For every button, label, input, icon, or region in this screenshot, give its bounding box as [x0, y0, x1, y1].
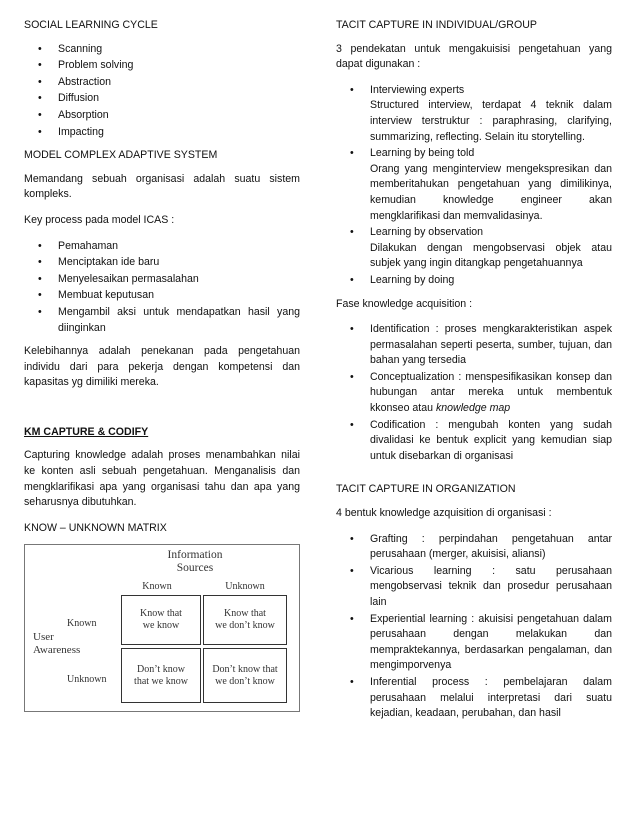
- left-column: [24, 18, 300, 712]
- matrix-cell-unknown-known: Don’t know that we know: [121, 648, 201, 703]
- list-item: • Conceptualization : menspesifikasikan konsep dan hubungan antar mereka untuk membentuk kkonseo atau knowledge map: [350, 370, 612, 415]
- tacit-individual-heading: TACIT CAPTURE IN INDIVIDUAL/GROUP: [336, 19, 537, 31]
- bullet-icon: •: [350, 564, 354, 577]
- icas-intro: Key process pada model ICAS :: [24, 213, 175, 226]
- list-item: • Problem solving: [24, 58, 300, 74]
- bullet-icon: •: [38, 289, 42, 302]
- social-learning-list: [24, 42, 300, 141]
- right-column: [336, 18, 612, 730]
- icas-paragraph: Kelebihannya adalah penekanan pada pengetahuan individu dari para pekerja dengan kompetensi dan kapasitas yg dimiliki mereka.: [24, 345, 300, 389]
- km-capture-heading: KM CAPTURE & CODIFY: [24, 425, 149, 438]
- bullet-icon: •: [350, 675, 354, 688]
- bullet-icon: •: [38, 42, 42, 55]
- tacit-organization-heading: TACIT CAPTURE IN ORGANIZATION: [336, 483, 516, 496]
- bullet-icon: •: [38, 108, 42, 121]
- know-unknown-matrix: [24, 544, 300, 712]
- list-item: • Diffusion: [24, 91, 300, 107]
- list-item: • Grafting : perpindahan pengetahuan antar perusahaan (merger, akuisisi, aliansi): [350, 532, 612, 561]
- bullet-icon: •: [350, 83, 354, 96]
- bullet-icon: •: [350, 612, 354, 625]
- social-learning-heading: SOCIAL LEARNING CYCLE: [24, 19, 158, 31]
- list-item: • Menyelesaikan permasalahan: [24, 272, 300, 288]
- list-item: • Absorption: [24, 108, 300, 124]
- bullet-icon: •: [38, 75, 42, 88]
- bullet-icon: •: [350, 147, 354, 160]
- tacit-individual-intro: 3 pendekatan untuk mengakuisisi pengetahuan yang dapat digunakan :: [336, 42, 612, 71]
- bullet-icon: •: [350, 418, 354, 431]
- list-item: • Codification : mengubah konten yang sudah divalidasi ke bentuk explicit yang kemudian siap untuk disebarkan di organisasi: [350, 418, 612, 462]
- tacit-organization-intro: 4 bentuk knowledge azquisition di organisasi :: [336, 507, 552, 520]
- list-item: • Interviewing experts Structured interview, terdapat 4 teknik dalam interview terstruktur : paraphrasing, clarifying, summarizing, reflecting. Selain itu storytelling.: [350, 83, 612, 143]
- list-item: • Membuat keputusan: [24, 288, 300, 304]
- bullet-icon: •: [38, 92, 42, 105]
- list-item: • Abstraction: [24, 75, 300, 91]
- icas-list: [24, 239, 300, 337]
- bullet-icon: •: [350, 323, 354, 336]
- list-item: • Experiential learning : akuisisi pengetahuan dalam perusahaan dengan melakukan dan mempraktekannya, berdasarkan pengalaman, dan mengimporvenya: [350, 612, 612, 672]
- bullet-icon: •: [38, 256, 42, 269]
- bullet-icon: •: [38, 239, 42, 252]
- cas-paragraph: Memandang sebuah organisasi adalah suatu sistem kompleks.: [24, 172, 300, 201]
- matrix-cell-known-known: Know that we know: [121, 595, 201, 645]
- list-item: • Learning by being told Orang yang menginterview mengekspresikan dan memberitahukan pengetahuan yang dimilikinya, kemudian knowledge engineer akan mengklarifikasi dan memvalidasinya.: [350, 147, 612, 222]
- list-item: • Learning by observation Dilakukan dengan mengobservasi objek atau subjek yang ingin ditangkap pengetahuannya: [350, 226, 612, 270]
- list-item: • Mengambil aksi untuk mendapatkan hasil yang diinginkan: [38, 305, 300, 334]
- matrix-row-known: Known: [67, 618, 97, 630]
- bullet-icon: •: [38, 59, 42, 72]
- bullet-icon: •: [350, 532, 354, 545]
- list-item: • Impacting: [24, 125, 300, 141]
- matrix-row-unknown: Unknown: [67, 674, 107, 686]
- fase-list: [336, 322, 612, 464]
- list-item: • Identification : proses mengkarakteristikan aspek permasalahan seperti peserta, sumber, tujuan, dan bahan yang tersedia: [350, 323, 612, 367]
- list-item: • Scanning: [24, 42, 300, 58]
- bullet-icon: •: [350, 370, 354, 383]
- matrix-col-unknown: Unknown: [225, 581, 265, 593]
- matrix-col-known: Known: [142, 581, 172, 593]
- list-item: • Inferential process : pembelajaran dalam perusahaan melalui interpretasi dari suatu kejadian, keadaan, perubahan, dan hasil: [350, 675, 612, 720]
- approaches-list: [336, 83, 612, 289]
- bullet-icon: •: [38, 125, 42, 138]
- fase-intro: Fase knowledge acquisition :: [336, 297, 473, 310]
- matrix-title: Information Sources: [167, 549, 223, 575]
- matrix-user-awareness: User Awareness: [33, 631, 81, 657]
- matrix-cell-known-unknown: Know that we don’t know: [203, 595, 287, 645]
- list-item: • Pemahaman: [24, 239, 300, 255]
- bullet-icon: •: [350, 226, 354, 239]
- list-item: • Vicarious learning : satu perusahaan mengobservasi teknik dan prosedur perusahaan lain: [350, 564, 612, 608]
- matrix-cell-unknown-unknown: Don’t know that we don’t know: [203, 648, 287, 703]
- cas-heading: MODEL COMPLEX ADAPTIVE SYSTEM: [24, 149, 218, 162]
- bullet-icon: •: [350, 273, 354, 286]
- list-item: • Menciptakan ide baru: [24, 255, 300, 271]
- list-item: • Learning by doing: [336, 273, 612, 289]
- bullet-icon: •: [38, 305, 42, 318]
- km-capture-paragraph: Capturing knowledge adalah proses menambahkan nilai ke konten asli sebuah pengetahuan. Menganalisis dan mengklarifikasi apa yang organisasi tahu dan apa yang seharusnya dibutuhkan.: [24, 449, 300, 509]
- bullet-icon: •: [38, 272, 42, 285]
- matrix-heading: KNOW – UNKNOWN MATRIX: [24, 521, 167, 534]
- organization-list: [336, 532, 612, 722]
